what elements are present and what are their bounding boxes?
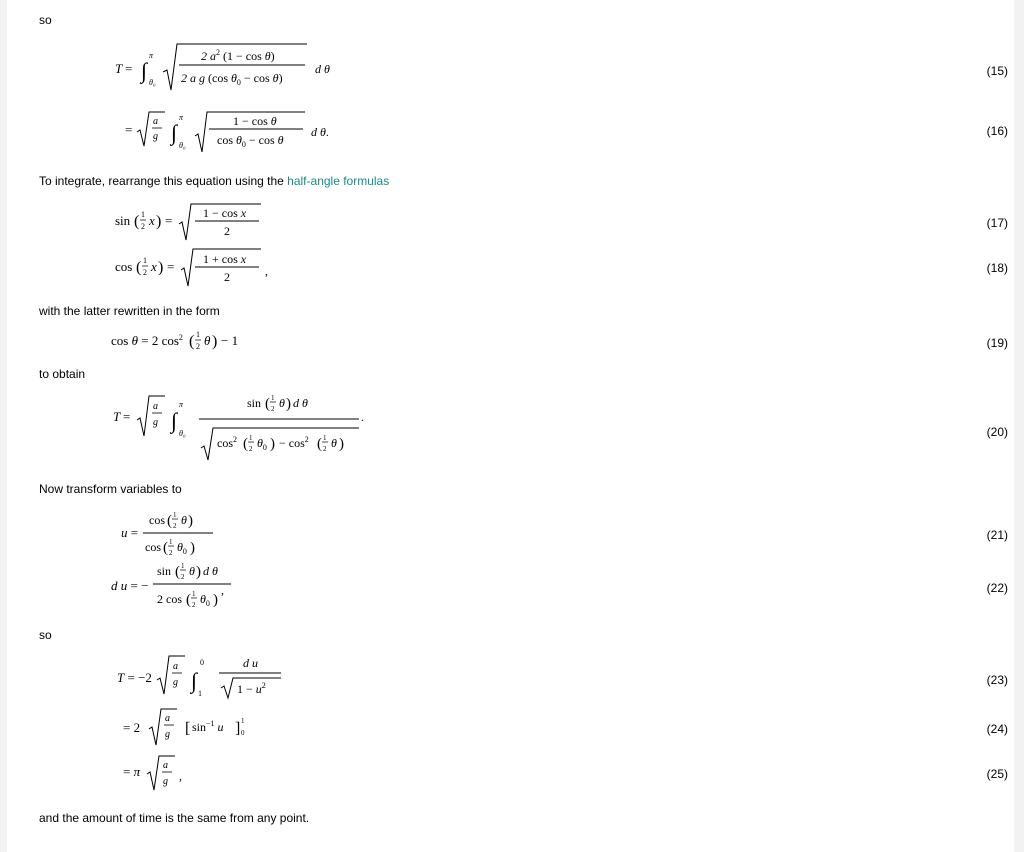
svg-text:1: 1 bbox=[181, 562, 185, 570]
svg-text:(: ( bbox=[163, 540, 168, 556]
svg-text:g: g bbox=[163, 776, 168, 787]
svg-text:θ0: $\theta_0$ bbox=[200, 592, 210, 608]
svg-text:− 1: − 1 bbox=[221, 333, 239, 348]
svg-text:): ) bbox=[270, 436, 275, 452]
svg-text:]: ] bbox=[235, 720, 241, 737]
svg-text:=: = bbox=[123, 409, 131, 424]
equation-number: (15) bbox=[986, 64, 1008, 78]
svg-text:∫: ∫ bbox=[191, 668, 198, 693]
svg-text:θ: θ bbox=[204, 333, 211, 348]
equation-number: (16) bbox=[986, 124, 1008, 138]
text-integrate-prefix: To integrate, rearrange this equation using the bbox=[39, 174, 288, 188]
svg-text:2: 2 bbox=[271, 405, 275, 413]
svg-text:d u = −: d u = − bbox=[111, 578, 149, 593]
svg-text:): ) bbox=[213, 592, 218, 608]
svg-text:(: ( bbox=[189, 333, 195, 350]
svg-text:1: 1 bbox=[323, 434, 327, 442]
svg-text:θ0: $\theta_0$ bbox=[257, 436, 267, 452]
svg-text:θ₀: θ₀ bbox=[179, 429, 186, 438]
svg-text:T: T bbox=[113, 409, 121, 424]
svg-text:θ: θ bbox=[331, 436, 337, 450]
equation-17 bbox=[115, 200, 275, 244]
svg-text:2: 2 bbox=[196, 342, 200, 351]
svg-text:θ₀: θ₀ bbox=[179, 141, 186, 150]
svg-text:cos2: $\cos^2$ bbox=[217, 435, 237, 450]
svg-text:0: 0 bbox=[200, 658, 204, 667]
svg-text:π: π bbox=[149, 51, 154, 60]
svg-text:π: π bbox=[179, 400, 184, 409]
svg-text:1: 1 bbox=[143, 256, 147, 265]
svg-text:2: 2 bbox=[169, 549, 173, 557]
equation-number: (25) bbox=[986, 767, 1008, 781]
svg-text:x: x bbox=[151, 259, 157, 274]
svg-text:− cos2: − $\cos^2$ bbox=[279, 435, 309, 450]
svg-text:(: ( bbox=[243, 436, 248, 452]
svg-text:2: 2 bbox=[249, 445, 253, 453]
equation-number: (17) bbox=[986, 216, 1008, 230]
svg-text:): ) bbox=[212, 333, 218, 350]
svg-text:a: a bbox=[163, 760, 168, 771]
svg-text:.: . bbox=[361, 410, 364, 424]
svg-text:= π: = π bbox=[123, 764, 141, 779]
svg-text:(: ( bbox=[134, 213, 140, 230]
svg-text:(: ( bbox=[186, 592, 191, 608]
svg-text:1 − cos θ: 1 − cos θ bbox=[233, 114, 277, 128]
svg-text:): ) bbox=[158, 259, 164, 276]
svg-text:2 a2 (1 − cos θ): 2 $a^2$ (1 − cos θ) bbox=[201, 48, 275, 63]
svg-text:θ: θ bbox=[189, 564, 195, 578]
svg-text:1: 1 bbox=[196, 330, 200, 339]
svg-text:=: = bbox=[125, 61, 133, 76]
text-so: so bbox=[39, 13, 52, 27]
svg-text:1 − u2: $1 - u^2$ bbox=[237, 681, 266, 696]
svg-text:x: x bbox=[149, 213, 155, 228]
svg-text:1: 1 bbox=[173, 511, 177, 519]
svg-text:a: a bbox=[153, 116, 158, 127]
text-conclusion: and the amount of time is the same from any point. bbox=[39, 811, 310, 825]
equation-18 bbox=[115, 245, 285, 289]
svg-text:2: 2 bbox=[173, 522, 177, 530]
svg-text:1: 1 bbox=[271, 394, 275, 402]
svg-text:(: ( bbox=[167, 513, 172, 529]
svg-text:): ) bbox=[196, 564, 201, 580]
svg-text:2: 2 bbox=[224, 224, 230, 238]
svg-text:0: 0 bbox=[241, 729, 245, 737]
equation-19 bbox=[111, 326, 271, 356]
svg-text:): ) bbox=[339, 436, 344, 452]
svg-text:): ) bbox=[286, 396, 291, 412]
svg-text:a: a bbox=[165, 713, 170, 724]
svg-text:1: 1 bbox=[192, 590, 196, 598]
svg-text:2 cos: 2 cos bbox=[157, 592, 182, 606]
equation-21 bbox=[121, 506, 231, 562]
svg-text:,: , bbox=[179, 769, 182, 783]
svg-text:(: ( bbox=[175, 564, 180, 580]
svg-text:a: a bbox=[173, 661, 178, 672]
equation-25 bbox=[123, 752, 223, 796]
half-angle-formulas-link[interactable]: half-angle formulas bbox=[287, 174, 390, 188]
svg-text:sin: sin bbox=[157, 564, 172, 578]
svg-text:T: T bbox=[115, 61, 123, 76]
equation-number: (22) bbox=[986, 581, 1008, 595]
document-page bbox=[7, 0, 1014, 852]
svg-text:cos: cos bbox=[149, 513, 165, 527]
equation-number: (19) bbox=[986, 336, 1008, 350]
svg-text:g: g bbox=[165, 729, 170, 740]
equation-number: (20) bbox=[986, 425, 1008, 439]
svg-text:θ₀: θ₀ bbox=[149, 78, 156, 87]
svg-text:,: , bbox=[221, 583, 224, 597]
svg-text:=: = bbox=[125, 122, 133, 137]
equation-number: (18) bbox=[986, 261, 1008, 275]
svg-text:1: 1 bbox=[249, 434, 253, 442]
equation-24 bbox=[123, 705, 263, 751]
svg-text:= 2: = 2 bbox=[123, 720, 141, 735]
text-transform: Now transform variables to bbox=[39, 482, 182, 496]
equation-22 bbox=[111, 560, 251, 616]
svg-text:2: 2 bbox=[141, 222, 145, 231]
svg-text:u =: u = bbox=[121, 525, 139, 540]
svg-text:θ0: $\theta_0$ bbox=[177, 540, 187, 556]
svg-text:1: 1 bbox=[241, 717, 245, 725]
text-so-2: so bbox=[39, 628, 52, 642]
equation-number: (21) bbox=[986, 528, 1008, 542]
svg-text:2 a g (cos θ0 − cos θ): 2 a g (cos $\theta_0 - \cos \theta$) bbox=[181, 71, 283, 87]
svg-text:T = −2: T = −2 bbox=[117, 670, 152, 685]
svg-text:1: 1 bbox=[198, 689, 202, 698]
text-obtain: to obtain bbox=[39, 367, 86, 381]
svg-text:=: = bbox=[167, 259, 175, 274]
equation-16 bbox=[125, 108, 355, 158]
svg-text:2: 2 bbox=[143, 268, 147, 277]
svg-text:d θ: d θ bbox=[315, 62, 330, 76]
svg-text:(: ( bbox=[136, 259, 142, 276]
svg-text:d u: d u bbox=[243, 656, 258, 670]
svg-text:d θ.: d θ. bbox=[311, 125, 329, 139]
svg-text:∫: ∫ bbox=[171, 408, 178, 433]
svg-text:cos θ = 2 cos2: cos θ = 2 $\cos^2$ bbox=[111, 333, 183, 348]
svg-text:): ) bbox=[190, 540, 195, 556]
svg-text:=: = bbox=[165, 213, 173, 228]
svg-text:(: ( bbox=[265, 396, 270, 412]
svg-text:1: 1 bbox=[141, 210, 145, 219]
svg-text:∫: ∫ bbox=[141, 58, 148, 83]
svg-text:g: g bbox=[173, 677, 178, 688]
svg-text:θ: θ bbox=[279, 396, 285, 410]
equation-23 bbox=[115, 650, 295, 702]
svg-text:(: ( bbox=[317, 436, 322, 452]
svg-text:sin: sin bbox=[247, 396, 262, 410]
svg-text:2: 2 bbox=[181, 573, 185, 581]
svg-text:1: 1 bbox=[169, 538, 173, 546]
text-integrate bbox=[39, 174, 389, 188]
svg-text:a: a bbox=[153, 401, 158, 412]
svg-text:1 − cos x: 1 − cos x bbox=[203, 206, 247, 220]
svg-text:g: g bbox=[153, 417, 158, 428]
svg-text:θ: θ bbox=[181, 513, 187, 527]
svg-text:cos: cos bbox=[115, 259, 133, 274]
svg-text:2: 2 bbox=[323, 445, 327, 453]
svg-text:cos: cos bbox=[145, 540, 161, 554]
svg-text:d θ: d θ bbox=[293, 396, 308, 410]
svg-text:): ) bbox=[188, 513, 193, 529]
svg-text:1 + cos x: 1 + cos x bbox=[203, 252, 247, 266]
svg-text:[: [ bbox=[185, 720, 191, 737]
svg-text:2: 2 bbox=[224, 270, 230, 284]
svg-text:π: π bbox=[179, 113, 184, 122]
svg-text:d θ: d θ bbox=[203, 564, 218, 578]
equation-number: (23) bbox=[986, 673, 1008, 687]
svg-text:∫: ∫ bbox=[171, 120, 178, 145]
equation-20 bbox=[113, 390, 373, 466]
equation-number: (24) bbox=[986, 722, 1008, 736]
svg-text:): ) bbox=[156, 213, 162, 230]
text-latter: with the latter rewritten in the form bbox=[39, 304, 220, 318]
equation-15 bbox=[111, 40, 341, 100]
svg-text:sin: sin bbox=[115, 213, 131, 228]
svg-text:2: 2 bbox=[192, 601, 196, 609]
svg-text:cos θ0 − cos θ: $\cos \theta_0 - \cos \theta$ bbox=[217, 133, 284, 149]
svg-text:sin−1 u: $\sin^{-1} u$ bbox=[192, 719, 224, 734]
svg-text:g: g bbox=[153, 131, 158, 142]
svg-text:,: , bbox=[265, 264, 268, 278]
